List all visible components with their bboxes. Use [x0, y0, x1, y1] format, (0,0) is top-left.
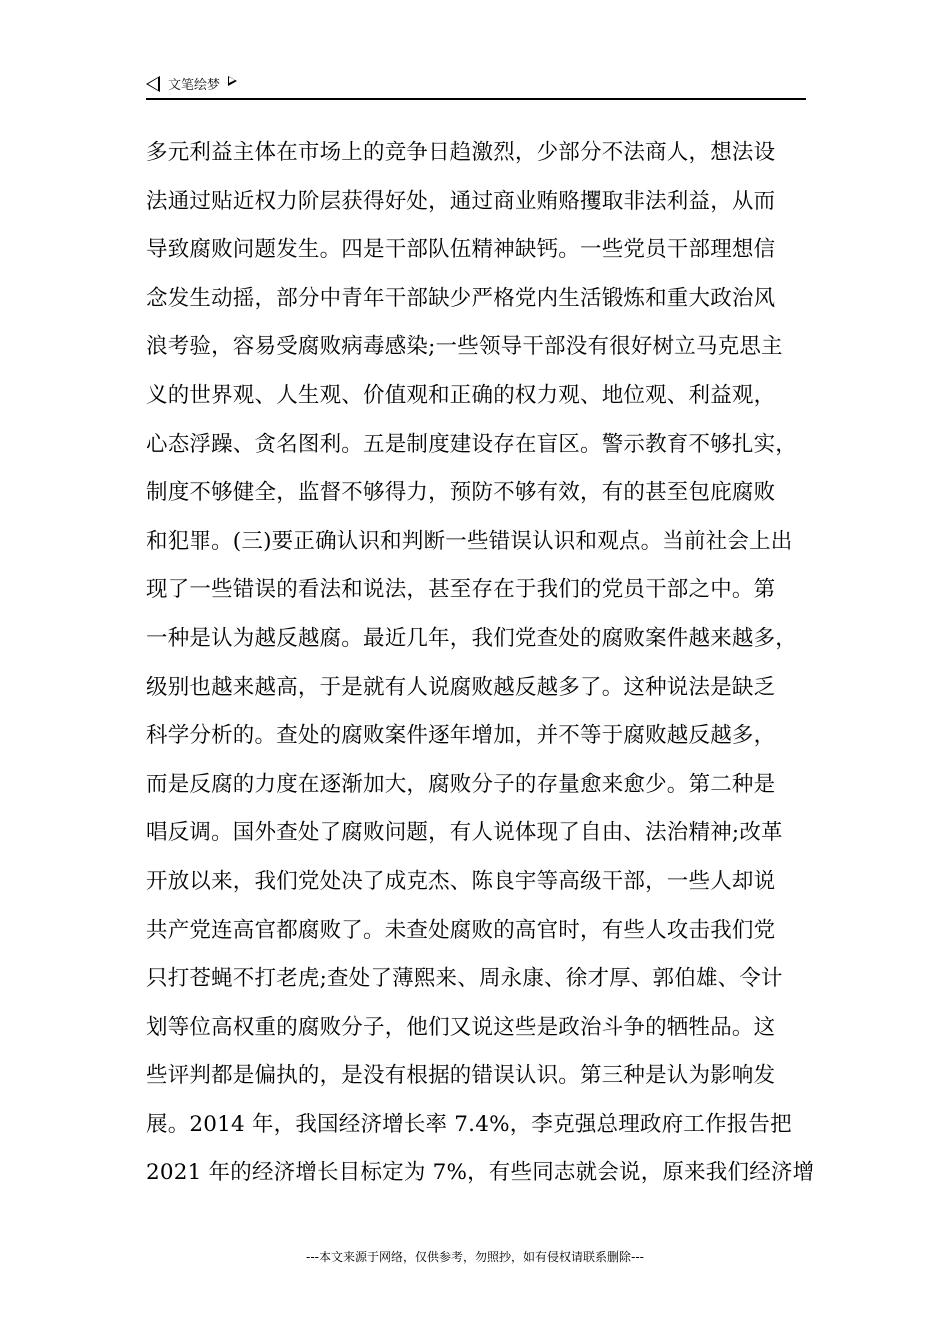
text-line: 共产党连高官都腐败了。未查处腐败的高官时，有些人攻击我们党 — [146, 917, 776, 943]
page-header — [146, 72, 806, 100]
text-line: 浪考验，容易受腐败病毒感染;一些领导干部没有很好树立马克思主 — [146, 334, 783, 360]
text-line: 法通过贴近权力阶层获得好处，通过商业贿赂攫取非法利益，从而 — [146, 188, 776, 214]
body-text — [146, 133, 816, 1202]
page-footer: ---本文来源于网络，仅供参考，勿照抄，如有侵权请联系删除--- — [306, 1250, 644, 1264]
text-line: 科学分析的。查处的腐败案件逐年增加，并不等于腐败越反越多， — [146, 723, 776, 749]
text-line: 2021 年的经济增长目标定为 7%，有些同志就会说，原来我们经济增 — [146, 1160, 815, 1186]
text-line: 义的世界观、人生观、价值观和正确的权力观、地位观、利益观， — [146, 382, 776, 408]
text-line: 和犯罪。(三)要正确认识和判断一些错误认识和观点。当前社会上出 — [146, 528, 793, 554]
text-line: 而是反腐的力度在逐渐加大，腐败分子的存量愈来愈少。第二种是 — [146, 771, 776, 797]
text-line: 导致腐败问题发生。四是干部队伍精神缺钙。一些党员干部理想信 — [146, 237, 776, 263]
text-line: 制度不够健全，监督不够得力，预防不够有效，有的甚至包庇腐败 — [146, 480, 776, 506]
left-triangle-icon — [146, 76, 160, 92]
text-line: 心态浮躁、贪名图利。五是制度建设存在盲区。警示教育不够扎实， — [146, 431, 798, 457]
text-line: 划等位高权重的腐败分子，他们又说这些是政治斗争的牺牲品。这 — [146, 1014, 776, 1040]
header-title: 文笔绘梦 — [168, 78, 221, 93]
text-line: 念发生动摇，部分中青年干部缺少严格党内生活锻炼和重大政治风 — [146, 285, 776, 311]
text-line: 只打苍蝇不打老虎;查处了薄熙来、周永康、徐才厚、郭伯雄、令计 — [146, 966, 783, 992]
text-line: 些评判都是偏执的，是没有根据的错误认识。第三种是认为影响发 — [146, 1063, 776, 1089]
text-line: 多元利益主体在市场上的竞争日趋激烈，少部分不法商人，想法设 — [146, 140, 776, 165]
right-triangle-icon — [228, 76, 237, 86]
text-line: 开放以来，我们党处决了成克杰、陈良宇等高级干部，一些人却说 — [146, 868, 776, 894]
text-line: 级别也越来越高，于是就有人说腐败越反越多了。这种说法是缺乏 — [146, 674, 776, 700]
text-line: 唱反调。国外查处了腐败问题，有人说体现了自由、法治精神;改革 — [146, 820, 783, 846]
text-line: 一种是认为越反越腐。最近几年，我们党查处的腐败案件越来越多， — [146, 625, 798, 651]
text-line: 展。2014 年，我国经济增长率 7.4%，李克强总理政府工作报告把 — [146, 1111, 792, 1137]
text-line: 现了一些错误的看法和说法，甚至存在于我们的党员干部之中。第 — [146, 577, 776, 603]
